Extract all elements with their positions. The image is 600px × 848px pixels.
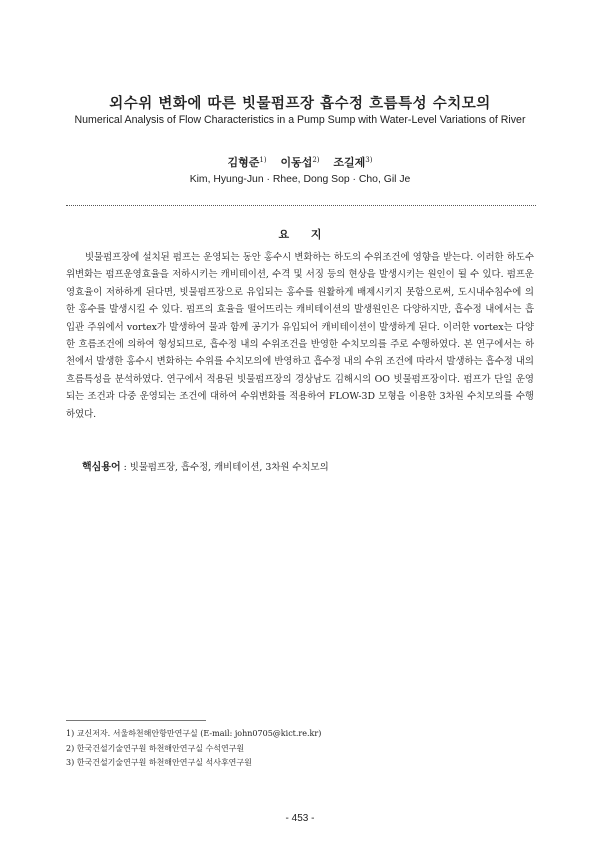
keywords: [82, 458, 532, 473]
authors-english: Kim, Hyung-Jun · Rhee, Dong Sop · Cho, Gil Je: [189, 174, 411, 185]
authors-korean: [0, 154, 600, 170]
footnote-divider: [66, 720, 206, 721]
keywords-text: : 빗물펌프장, 흡수정, 캐비테이션, 3차원 수치모의: [120, 462, 329, 473]
header-divider: [66, 205, 536, 206]
keywords-label: 핵심용어: [82, 462, 121, 473]
abstract-heading: 요 지: [278, 228, 322, 241]
abstract-body: 빗물펌프장에 설치된 펌프는 운영되는 동안 홍수시 변화하는 하도의 수위조건에 영향을 받는다. 이러한 하도수위변화는 펌프운영효율을 저하시키는 캐비테이션, 수격 및 서징 등의 현상을 발생시키는 원인이 될 수 있다. 펌프운영효율이 저하하게 된다면, 빗물펌프장으로 유입되는 홍수를 원활하게 배제시키지 못함으로써, 도시내수침수에 의한 홍수를 발생시킬 수 있다. 펌프의 효율을 떨어뜨리는 캐비테이션의 발생원인은 다양하지만, 흡수정 내에서는 흡입관 주위에서 vortex가 발생하여 물과 함께 공기가 유입되어 캐비테이션이 발생하게 된다. 이러한 vortex는 다양한 흐름조건에 의하여 형성되므로, 흡수정 내의 수위조건을 반영한 수치모의를 주로 수행하였다. 본 연구에서는 하천에서 발생한 홍수시 변화하는 수위를 수치모의에 반영하고 흡수정 내의 수위 조건에 따라서 발생하는 흡수정 내의 흐름특성을 분석하였다. 연구에서 적용된 빗물펌프장의 경상남도 김해시의 OO 빗물펌프장이다. 펌프가 단일 운영되는 조건과 다중 운영되는 조건에 대하여 수위변화를 적용하여 FLOW-3D 모형을 이용한 3차원 수치모의를 수행하였다.: [66, 252, 534, 420]
page-number: - 453 -: [285, 813, 315, 824]
author-3-affiliation-mark: 3): [365, 156, 373, 164]
paper-title-english: Numerical Analysis of Flow Characteristics in a Pump Sump with Water-Level Variations of River: [74, 114, 526, 126]
footnote-3: 3) 한국건설기술연구원 하천해안연구실 석사후연구원: [66, 758, 252, 767]
author-1-name: 김형준: [227, 156, 260, 169]
paper-title-korean: 외수위 변화에 따른 빗물펌프장 흡수정 흐름특성 수치모의: [109, 95, 491, 112]
author-2-name: 이동섭: [280, 156, 313, 169]
footnotes: [66, 727, 536, 771]
footnote-1: 1) 교신저자. 서울하천해안항만연구실 (E-mail: john0705@kict.re.kr): [66, 729, 322, 738]
author-2-affiliation-mark: 2): [312, 156, 320, 164]
author-3-name: 조길제: [333, 156, 366, 169]
author-1-affiliation-mark: 1): [259, 156, 267, 164]
footnote-2: 2) 한국건설기술연구원 하천해안연구실 수석연구원: [66, 743, 245, 753]
